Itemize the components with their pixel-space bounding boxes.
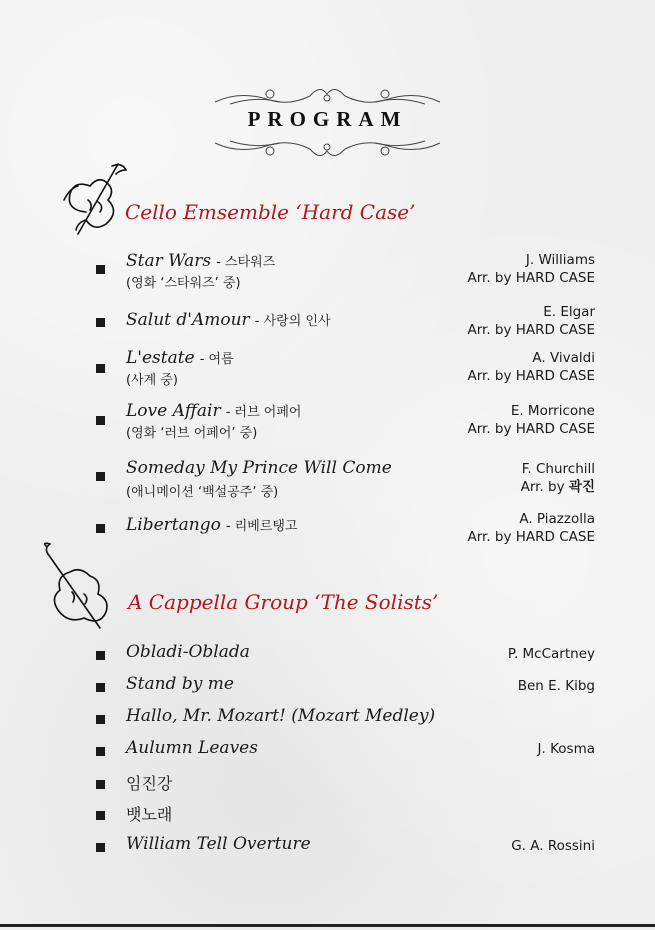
bottom-divider (0, 924, 655, 927)
bullet-icon (96, 416, 105, 425)
composer-credit: G. A. Rossini (511, 838, 595, 854)
composer-credit: J. Williams Arr. by HARD CASE (467, 252, 595, 286)
section-title-acappella: A Cappella Group ‘The Solists’ (128, 590, 439, 614)
piece-title: Libertango - 리베르탱고 (126, 515, 298, 535)
composer-credit: A. Vivaldi Arr. by HARD CASE (467, 350, 595, 384)
piece-title: Hallo, Mr. Mozart! (Mozart Medley) (126, 706, 436, 726)
composer-credit: J. Kosma (537, 741, 595, 757)
bullet-icon (96, 524, 105, 533)
piece-subtitle: (사계 중) (126, 373, 178, 388)
piece-title: 뱃노래 (126, 805, 173, 824)
composer-credit: P. McCartney (507, 646, 595, 662)
piece-subtitle: (영화 ‘러브 어페어’ 중) (126, 426, 258, 441)
piece-subtitle: (영화 ‘스타워즈’ 중) (126, 276, 241, 291)
bullet-icon (96, 747, 105, 756)
bullet-icon (96, 780, 105, 789)
bullet-icon (96, 318, 105, 327)
bullet-icon (96, 265, 105, 274)
scroll-ornament-icon (210, 82, 445, 108)
piece-title: Love Affair - 러브 어페어 (126, 401, 302, 421)
piece-title: 임진강 (126, 774, 173, 793)
piece-title: Aulumn Leaves (126, 738, 258, 758)
bullet-icon (96, 683, 105, 692)
piece-title: L'estate - 여름 (126, 348, 234, 368)
piece-title: Someday My Prince Will Come (126, 458, 392, 478)
piece-title: Salut d'Amour - 사랑의 인사 (126, 310, 331, 330)
composer-credit: F. Churchill Arr. by 곽진 (520, 461, 595, 495)
composer-credit: E. Morricone Arr. by HARD CASE (467, 403, 595, 437)
piece-title: Obladi-Oblada (126, 642, 250, 662)
bullet-icon (96, 651, 105, 660)
bullet-icon (96, 715, 105, 724)
composer-credit: Ben E. Kibg (517, 678, 595, 694)
bullet-icon (96, 811, 105, 820)
section-title-cello: Cello Emsemble ‘Hard Case’ (125, 200, 416, 224)
piece-title: Stand by me (126, 674, 234, 694)
piece-title: William Tell Overture (126, 834, 311, 854)
cello-icon (60, 160, 130, 242)
composer-credit: A. Piazzolla Arr. by HARD CASE (467, 511, 595, 545)
scroll-ornament-icon (210, 137, 445, 163)
bullet-icon (96, 843, 105, 852)
page-title: PROGRAM (247, 107, 408, 131)
piece-title: Star Wars - 스타워즈 (126, 251, 276, 271)
composer-credit: E. Elgar Arr. by HARD CASE (467, 304, 595, 338)
cello-icon (40, 542, 112, 632)
bullet-icon (96, 472, 105, 481)
bullet-icon (96, 364, 105, 373)
piece-subtitle: (애니메이션 ‘백설공주’ 중) (126, 485, 279, 500)
